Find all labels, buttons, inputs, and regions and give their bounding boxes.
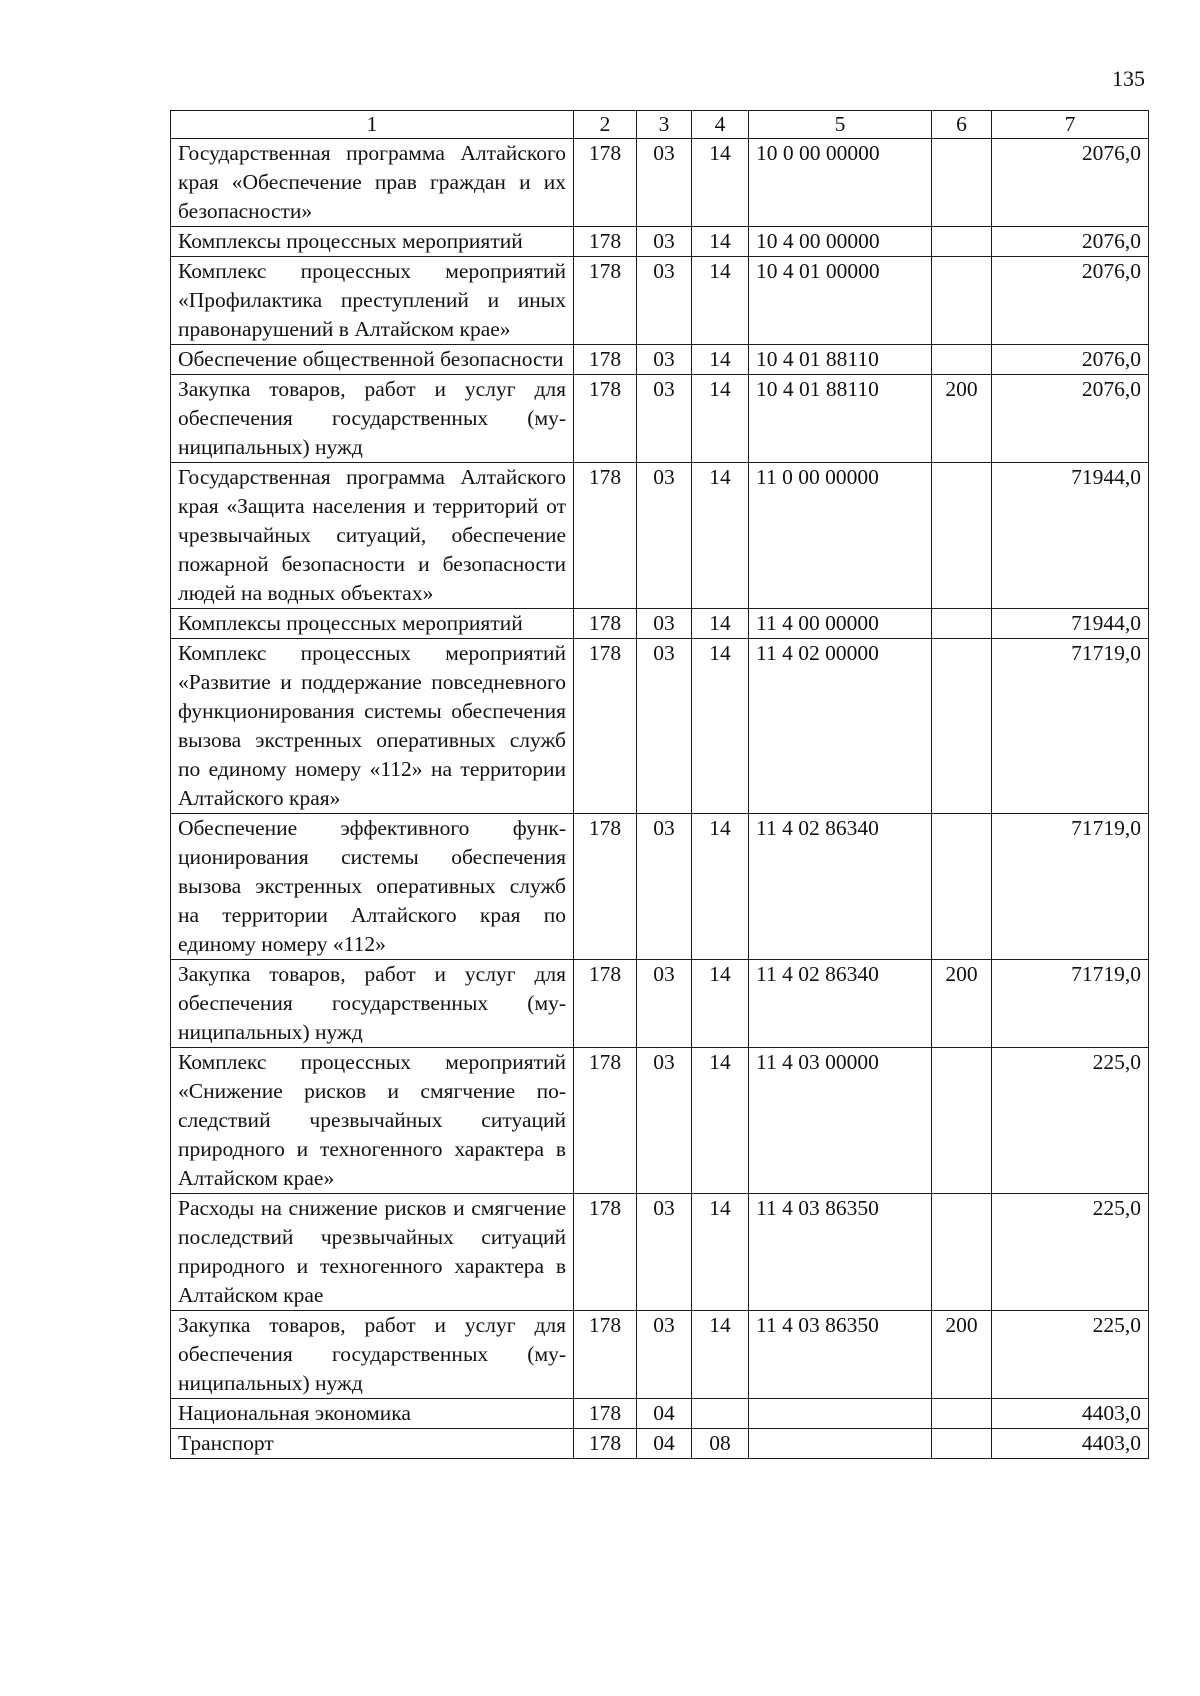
admin-code-cell: 178 — [574, 463, 637, 609]
table-row — [171, 257, 1149, 345]
target-article-cell: 11 4 02 00000 — [749, 639, 932, 814]
expense-type-cell — [932, 609, 992, 639]
target-article-cell — [749, 1399, 932, 1429]
admin-code-cell: 178 — [574, 1311, 637, 1399]
expense-type-cell — [932, 139, 992, 227]
amount-cell: 71719,0 — [992, 639, 1149, 814]
expense-type-cell — [932, 814, 992, 960]
subsection-code-cell — [692, 1399, 749, 1429]
subsection-code-cell: 14 — [692, 345, 749, 375]
table-row — [171, 639, 1149, 814]
table-row — [171, 375, 1149, 463]
row-name-cell: Расходы на снижение рисков и смягчение последствий чрезвычайных ситуаций природного и техногенного характера в Алтайском крае — [171, 1194, 574, 1311]
target-article-cell: 11 4 03 00000 — [749, 1048, 932, 1194]
table-row — [171, 1194, 1149, 1311]
amount-cell: 2076,0 — [992, 345, 1149, 375]
expense-type-cell — [932, 463, 992, 609]
table-row — [171, 1429, 1149, 1459]
target-article-cell: 11 4 02 86340 — [749, 814, 932, 960]
expense-type-cell: 200 — [932, 1311, 992, 1399]
section-code-cell: 03 — [637, 139, 692, 227]
row-name-cell: Национальная экономика — [171, 1399, 574, 1429]
expense-type-cell — [932, 1194, 992, 1311]
amount-cell: 71719,0 — [992, 814, 1149, 960]
row-name-cell: Комплексы процессных мероприятий — [171, 227, 574, 257]
section-code-cell: 04 — [637, 1429, 692, 1459]
section-code-cell: 03 — [637, 345, 692, 375]
table-body — [171, 139, 1149, 1459]
table-row — [171, 1311, 1149, 1399]
table-row — [171, 609, 1149, 639]
amount-cell: 225,0 — [992, 1194, 1149, 1311]
section-code-cell: 03 — [637, 814, 692, 960]
admin-code-cell: 178 — [574, 609, 637, 639]
admin-code-cell: 178 — [574, 227, 637, 257]
admin-code-cell: 178 — [574, 960, 637, 1048]
row-name-cell: Комплекс процессных мероприятий «Снижение рисков и смягчение последствий чрезвычайных ситуаций природного и техногенного характера в Алтайском крае» — [171, 1048, 574, 1194]
admin-code-cell: 178 — [574, 1399, 637, 1429]
subsection-code-cell: 14 — [692, 375, 749, 463]
subsection-code-cell: 14 — [692, 463, 749, 609]
target-article-cell: 10 4 01 88110 — [749, 375, 932, 463]
row-name-cell: Транспорт — [171, 1429, 574, 1459]
column-header-3: 3 — [637, 111, 692, 139]
amount-cell: 71944,0 — [992, 609, 1149, 639]
row-name-cell: Обеспечение эффективного функционирования системы обеспечения вызова экстренных оперативных служб на территории Алтайского края по единому номеру «112» — [171, 814, 574, 960]
row-name-cell: Обеспечение общественной безопасности — [171, 345, 574, 375]
subsection-code-cell: 14 — [692, 1194, 749, 1311]
section-code-cell: 03 — [637, 639, 692, 814]
expense-type-cell — [932, 639, 992, 814]
subsection-code-cell: 14 — [692, 960, 749, 1048]
column-header-2: 2 — [574, 111, 637, 139]
target-article-cell: 10 4 01 00000 — [749, 257, 932, 345]
admin-code-cell: 178 — [574, 1429, 637, 1459]
row-name-cell: Закупка товаров, работ и услуг для обеспечения государственных (муниципальных) нужд — [171, 960, 574, 1048]
table-row — [171, 814, 1149, 960]
column-header-6: 6 — [932, 111, 992, 139]
expense-type-cell: 200 — [932, 375, 992, 463]
row-name-cell: Государственная программа Алтайского края «Обеспечение прав граждан и их безопасности» — [171, 139, 574, 227]
target-article-cell: 11 4 00 00000 — [749, 609, 932, 639]
subsection-code-cell: 14 — [692, 227, 749, 257]
target-article-cell: 11 4 02 86340 — [749, 960, 932, 1048]
column-header-5: 5 — [749, 111, 932, 139]
row-name-cell: Закупка товаров, работ и услуг для обеспечения государственных (муниципальных) нужд — [171, 1311, 574, 1399]
admin-code-cell: 178 — [574, 1194, 637, 1311]
target-article-cell: 11 4 03 86350 — [749, 1311, 932, 1399]
expense-type-cell — [932, 1048, 992, 1194]
section-code-cell: 03 — [637, 960, 692, 1048]
section-code-cell: 03 — [637, 609, 692, 639]
target-article-cell: 11 4 03 86350 — [749, 1194, 932, 1311]
header-row — [171, 111, 1149, 139]
table-row — [171, 960, 1149, 1048]
amount-cell: 71944,0 — [992, 463, 1149, 609]
row-name-cell: Комплекс процессных мероприятий «Профилактика преступлений и иных правонарушений в Алтайском крае» — [171, 257, 574, 345]
table-row — [171, 227, 1149, 257]
subsection-code-cell: 14 — [692, 1311, 749, 1399]
row-name-cell: Государственная программа Алтайского края «Защита населения и территорий от чрезвычайных ситуаций, обеспечение пожарной безопасности и безопасности людей на водных объектах» — [171, 463, 574, 609]
amount-cell: 2076,0 — [992, 375, 1149, 463]
subsection-code-cell: 14 — [692, 139, 749, 227]
amount-cell: 4403,0 — [992, 1399, 1149, 1429]
expense-type-cell — [932, 257, 992, 345]
section-code-cell: 03 — [637, 257, 692, 345]
admin-code-cell: 178 — [574, 639, 637, 814]
page-number: 135 — [1112, 66, 1145, 91]
admin-code-cell: 178 — [574, 139, 637, 227]
column-header-1: 1 — [171, 111, 574, 139]
amount-cell: 225,0 — [992, 1048, 1149, 1194]
target-article-cell: 10 4 00 00000 — [749, 227, 932, 257]
amount-cell: 2076,0 — [992, 227, 1149, 257]
subsection-code-cell: 14 — [692, 609, 749, 639]
subsection-code-cell: 14 — [692, 1048, 749, 1194]
section-code-cell: 03 — [637, 227, 692, 257]
subsection-code-cell: 14 — [692, 257, 749, 345]
target-article-cell: 11 0 00 00000 — [749, 463, 932, 609]
target-article-cell: 10 0 00 00000 — [749, 139, 932, 227]
row-name-cell: Комплексы процессных мероприятий — [171, 609, 574, 639]
column-header-4: 4 — [692, 111, 749, 139]
section-code-cell: 03 — [637, 463, 692, 609]
expense-type-cell — [932, 1429, 992, 1459]
expense-type-cell — [932, 345, 992, 375]
expense-type-cell — [932, 1399, 992, 1429]
expense-type-cell: 200 — [932, 960, 992, 1048]
amount-cell: 2076,0 — [992, 139, 1149, 227]
table-row — [171, 345, 1149, 375]
table-row — [171, 1399, 1149, 1429]
row-name-cell: Закупка товаров, работ и услуг для обеспечения государственных (муниципальных) нужд — [171, 375, 574, 463]
column-header-7: 7 — [992, 111, 1149, 139]
target-article-cell: 10 4 01 88110 — [749, 345, 932, 375]
subsection-code-cell: 08 — [692, 1429, 749, 1459]
section-code-cell: 03 — [637, 1048, 692, 1194]
section-code-cell: 03 — [637, 375, 692, 463]
row-name-cell: Комплекс процессных мероприятий «Развитие и поддержание повседневного функционирования системы обеспечения вызова экстренных оперативных служб по единому номеру «112» на территории Алтайского края» — [171, 639, 574, 814]
section-code-cell: 04 — [637, 1399, 692, 1429]
amount-cell: 71719,0 — [992, 960, 1149, 1048]
table-row — [171, 463, 1149, 609]
budget-table — [170, 110, 1149, 1459]
table-row — [171, 139, 1149, 227]
admin-code-cell: 178 — [574, 1048, 637, 1194]
amount-cell: 2076,0 — [992, 257, 1149, 345]
table-row — [171, 1048, 1149, 1194]
admin-code-cell: 178 — [574, 257, 637, 345]
amount-cell: 225,0 — [992, 1311, 1149, 1399]
admin-code-cell: 178 — [574, 375, 637, 463]
target-article-cell — [749, 1429, 932, 1459]
admin-code-cell: 178 — [574, 345, 637, 375]
admin-code-cell: 178 — [574, 814, 637, 960]
section-code-cell: 03 — [637, 1194, 692, 1311]
amount-cell: 4403,0 — [992, 1429, 1149, 1459]
subsection-code-cell: 14 — [692, 814, 749, 960]
expense-type-cell — [932, 227, 992, 257]
section-code-cell: 03 — [637, 1311, 692, 1399]
subsection-code-cell: 14 — [692, 639, 749, 814]
